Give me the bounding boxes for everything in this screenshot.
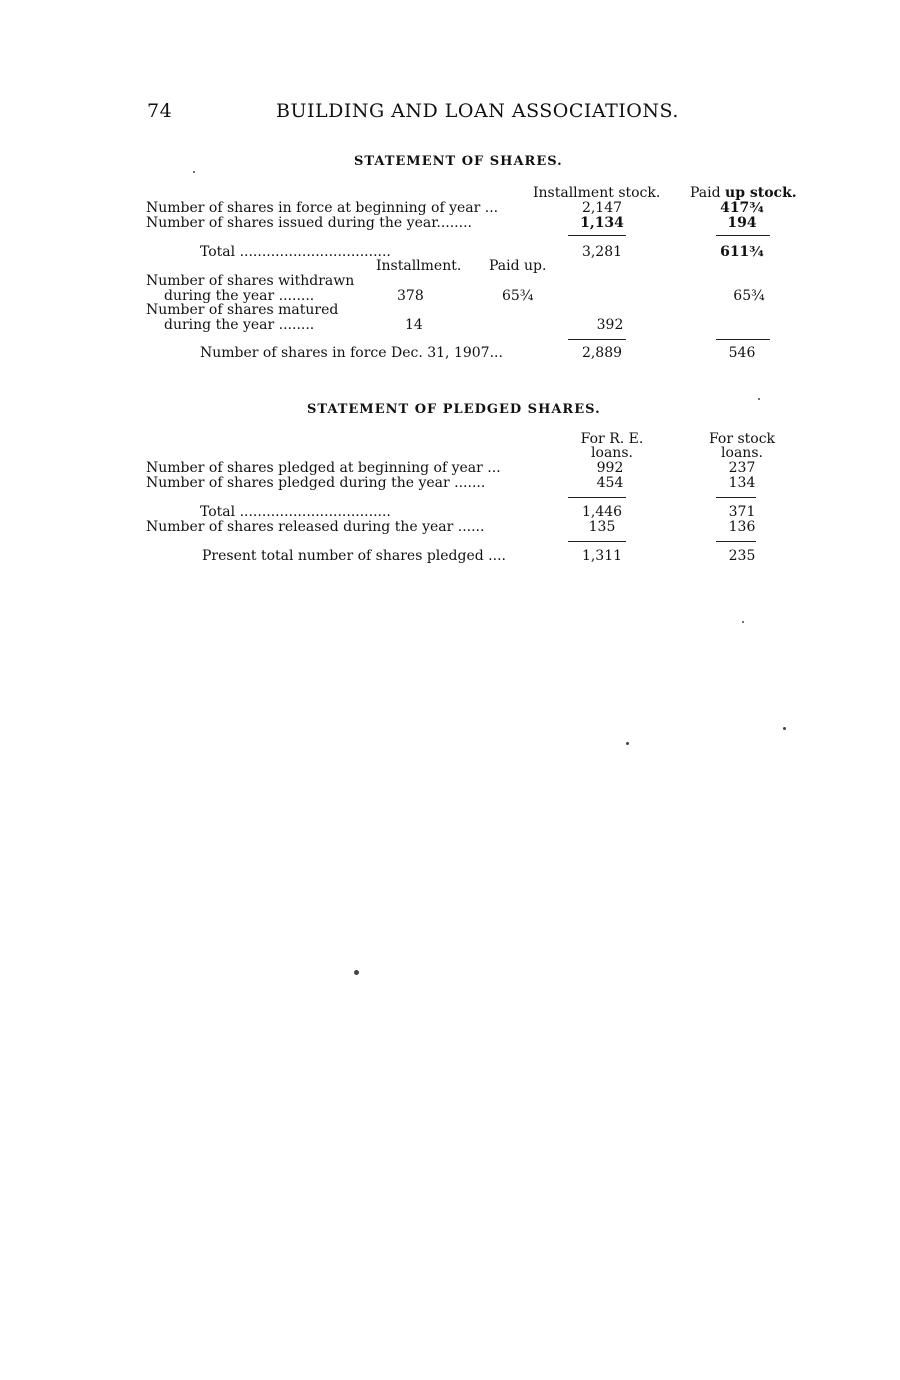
row-pledged-during-re: 454 [596, 475, 624, 491]
row-pledged-during-label: Number of shares pledged during the year ....... [146, 475, 486, 491]
sub-col-paid-up: Paid up. [489, 258, 547, 274]
col-stock-loans-line-1: For stock [708, 431, 776, 447]
scan-speck [758, 398, 760, 400]
row-total-installment: 3,281 [581, 244, 623, 260]
row-in-force-dec-installment: 2,889 [581, 345, 623, 361]
page-number: 74 [147, 100, 173, 122]
row-pledged-during-stock: 134 [728, 475, 756, 491]
row-issued-paid: 194 [727, 215, 757, 231]
rule-re-total [568, 497, 626, 498]
row-matured-label-1: Number of shares matured [146, 302, 339, 318]
rule-stock-present [716, 541, 756, 542]
sub-col-installment: Installment. [376, 258, 462, 274]
row-withdrawn-paid-total: 65¾ [733, 288, 765, 304]
rule-installment-force [568, 339, 626, 340]
scan-speck [626, 742, 629, 745]
rule-re-present [568, 541, 626, 542]
row-issued-installment: 1,134 [580, 215, 624, 231]
row-pledged-beginning-stock: 237 [728, 460, 756, 476]
scan-speck [354, 970, 359, 975]
shares-title: STATEMENT OF SHARES. [354, 154, 563, 169]
col-re-loans-line-1: For R. E. [580, 431, 644, 447]
scan-speck [783, 727, 786, 730]
row-pledged-beginning-label: Number of shares pledged at beginning of year ... [146, 460, 501, 476]
running-head: BUILDING AND LOAN ASSOCIATIONS. [276, 100, 679, 122]
row-withdrawn-installment: 378 [397, 288, 424, 304]
rule-paid-total [716, 235, 770, 236]
row-withdrawn-label-2: during the year ........ [164, 288, 315, 304]
row-released-re: 135 [588, 519, 616, 535]
row-pledged-total-label: Total .................................. [200, 504, 391, 520]
scan-speck [193, 171, 195, 173]
row-in-force-beginning-label: Number of shares in force at beginning of year ... [146, 200, 499, 216]
scan-speck [742, 621, 744, 623]
row-released-label: Number of shares released during the year ...... [146, 519, 485, 535]
row-matured-installment: 14 [405, 317, 423, 333]
row-present-total-label: Present total number of shares pledged .... [202, 548, 506, 564]
row-issued-label: Number of shares issued during the year........ [146, 215, 472, 231]
row-released-stock: 136 [728, 519, 756, 535]
row-present-total-re: 1,311 [581, 548, 623, 564]
col-paid-suffix: up stock. [725, 185, 797, 201]
row-total-paid: 611¾ [720, 244, 764, 260]
row-withdrawn-label-1: Number of shares withdrawn [146, 273, 355, 289]
col-paid-prefix: Paid [690, 185, 726, 201]
row-total-label: Total .................................. [200, 244, 391, 260]
row-in-force-dec-label: Number of shares in force Dec. 31, 1907... [200, 345, 503, 361]
col-paid-up-stock [690, 186, 797, 201]
row-matured-installment-total: 392 [596, 317, 624, 333]
rule-installment-total [568, 235, 626, 236]
row-in-force-beginning-installment: 2,147 [581, 200, 623, 216]
col-stock-loans-line-2: loans. [721, 445, 763, 461]
row-matured-label-2: during the year ........ [164, 317, 315, 333]
row-pledged-total-re: 1,446 [581, 504, 623, 520]
row-in-force-beginning-paid: 417¾ [720, 200, 764, 216]
rule-stock-total [716, 497, 756, 498]
row-present-total-stock: 235 [728, 548, 756, 564]
row-in-force-dec-paid: 546 [728, 345, 756, 361]
pledged-title: STATEMENT OF PLEDGED SHARES. [307, 402, 601, 417]
row-pledged-total-stock: 371 [728, 504, 756, 520]
rule-paid-force [716, 339, 770, 340]
row-pledged-beginning-re: 992 [596, 460, 624, 476]
row-withdrawn-paid: 65¾ [502, 288, 534, 304]
col-installment-stock: Installment stock. [533, 185, 661, 201]
col-re-loans-line-2: loans. [591, 445, 633, 461]
